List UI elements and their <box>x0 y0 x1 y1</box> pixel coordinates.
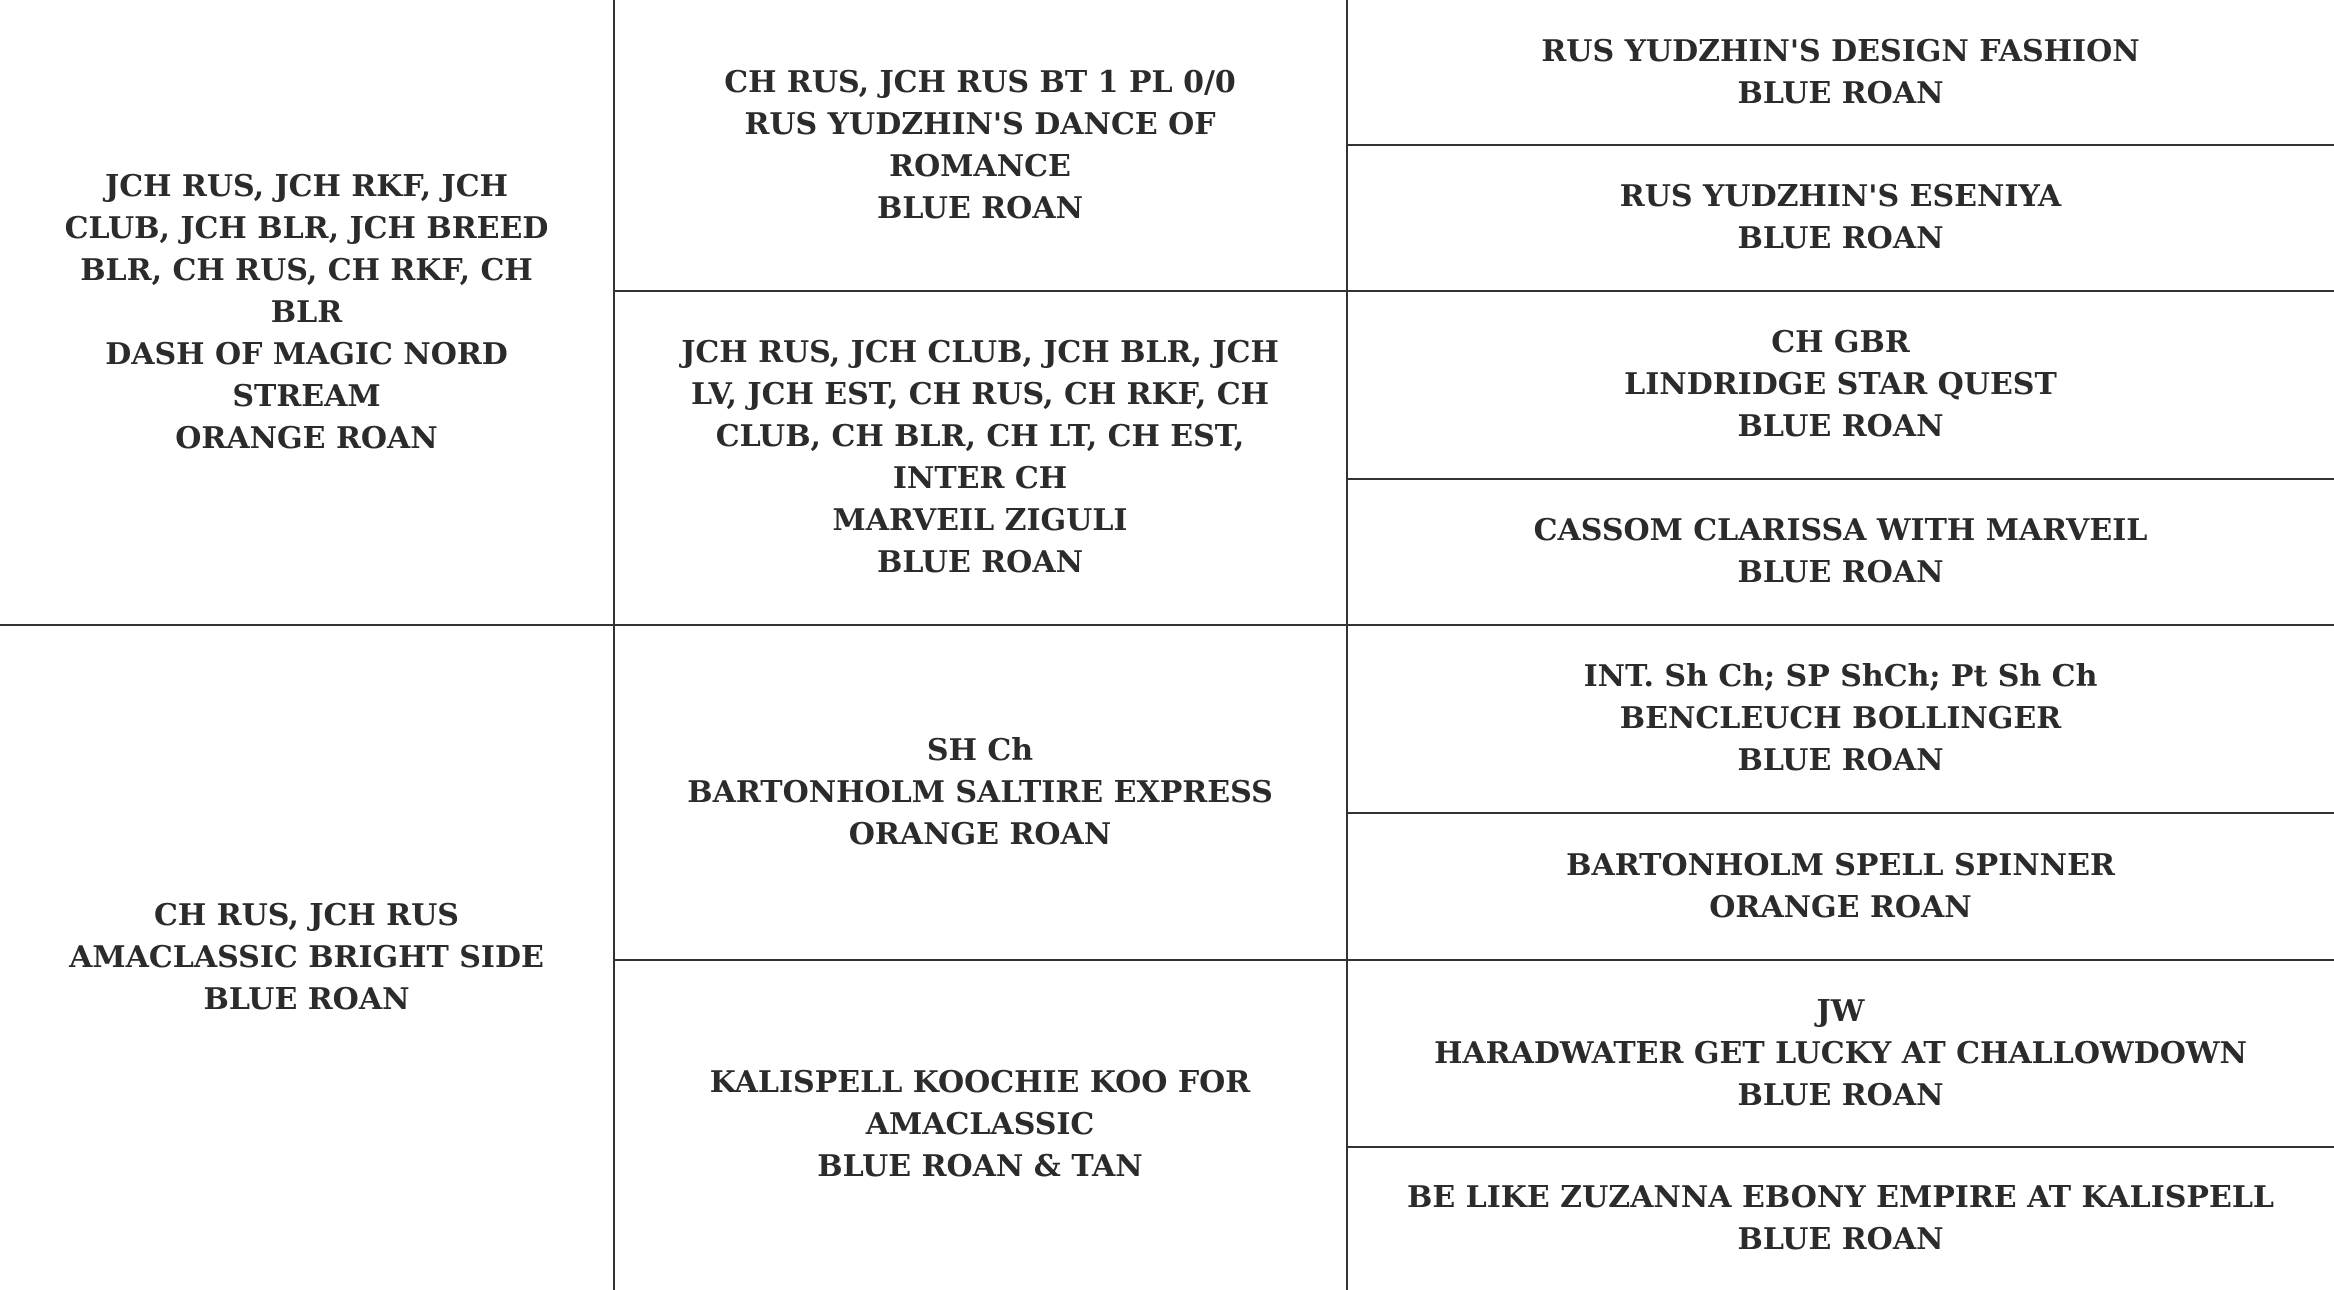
pedigree-sire <box>0 0 613 625</box>
dog-color: BLUE ROAN & TAN <box>817 1149 1143 1184</box>
dog-name: AMACLASSIC BRIGHT SIDE <box>69 939 544 975</box>
dog-color: ORANGE ROAN <box>1709 889 1972 925</box>
dog-titles: CH GBR <box>1771 325 1910 360</box>
divider-horizontal-gen3-1 <box>1347 144 2334 146</box>
dog-color: ORANGE ROAN <box>848 816 1112 852</box>
divider-horizontal-gen2-top <box>613 290 2334 292</box>
pedigree-sire-dam <box>613 291 1347 625</box>
divider-horizontal-mid <box>0 624 2334 626</box>
dog-titles: JCH RUS, JCH RKF, JCH CLUB, JCH BLR, JCH BREED BLR, CH RUS, CH RKF, CH BLR <box>64 168 549 330</box>
dog-color: BLUE ROAN <box>1737 221 1944 256</box>
divider-horizontal-gen3-2 <box>1347 478 2334 480</box>
dog-name: MARVEIL ZIGULI <box>832 503 1128 538</box>
dog-titles: SH Ch <box>926 732 1034 768</box>
dog-color: BLUE ROAN <box>1737 1221 1944 1257</box>
dog-name: RUS YUDZHIN'S DANCE OF ROMANCE <box>744 106 1216 184</box>
dog-color: BLUE ROAN <box>1737 1077 1944 1113</box>
dog-color: BLUE ROAN <box>1737 409 1944 444</box>
pedigree-sire-dam-dam <box>1347 479 2334 625</box>
dog-color: BLUE ROAN <box>1737 555 1944 590</box>
dog-name: DASH OF MAGIC NORD STREAM <box>105 336 508 414</box>
divider-horizontal-gen3-4 <box>1347 1146 2334 1148</box>
pedigree-sire-sire-dam <box>1347 145 2334 291</box>
divider-vertical-2 <box>1346 0 1348 1290</box>
dog-name: BENCLEUCH BOLLINGER <box>1619 701 2062 736</box>
dog-titles: JCH RUS, JCH CLUB, JCH BLR, JCH LV, JCH EST, CH RUS, CH RKF, CH CLUB, CH BLR, CH LT, CH EST, INTER CH <box>681 335 1279 496</box>
dog-name: CASSOM CLARISSA WITH MARVEIL <box>1533 513 2148 548</box>
dog-name: LINDRIDGE STAR QUEST <box>1624 367 2057 402</box>
pedigree-sire-dam-sire <box>1347 291 2334 479</box>
dog-name: RUS YUDZHIN'S ESENIYA <box>1619 179 2062 214</box>
dog-name: BARTONHOLM SALTIRE EXPRESS <box>687 774 1273 810</box>
divider-horizontal-gen3-3 <box>1347 812 2334 814</box>
pedigree-sire-sire-sire <box>1347 0 2334 145</box>
dog-color: BLUE ROAN <box>1737 75 1944 111</box>
dog-color: BLUE ROAN <box>876 545 1084 580</box>
pedigree-dam-dam <box>613 960 1347 1290</box>
dog-titles: JW <box>1816 993 1865 1029</box>
dog-titles: INT. Sh Ch; SP ShCh; Pt Sh Ch <box>1583 659 2098 694</box>
dog-titles: CH RUS, JCH RUS <box>154 897 459 933</box>
divider-horizontal-gen2-bottom <box>613 959 2334 961</box>
pedigree-dam-sire <box>613 625 1347 960</box>
dog-color: BLUE ROAN <box>876 190 1084 226</box>
divider-vertical-1 <box>613 0 615 1290</box>
pedigree-dam-dam-dam <box>1347 1147 2334 1290</box>
dog-color: BLUE ROAN <box>1737 743 1944 778</box>
dog-name: BARTONHOLM SPELL SPINNER <box>1566 847 2115 883</box>
pedigree-dam <box>0 625 613 1290</box>
dog-name: KALISPELL KOOCHIE KOO FOR AMACLASSIC <box>709 1065 1251 1142</box>
pedigree-sire-sire <box>613 0 1347 291</box>
dog-name: BE LIKE ZUZANNA EBONY EMPIRE AT KALISPELL <box>1406 1179 2275 1215</box>
pedigree-dam-sire-dam <box>1347 813 2334 960</box>
dog-color: ORANGE ROAN <box>175 420 438 456</box>
dog-titles: CH RUS, JCH RUS BT 1 PL 0/0 <box>724 64 1236 100</box>
dog-name: RUS YUDZHIN'S DESIGN FASHION <box>1541 33 2140 69</box>
dog-name: HARADWATER GET LUCKY AT CHALLOWDOWN <box>1434 1035 2247 1071</box>
dog-color: BLUE ROAN <box>203 981 410 1017</box>
pedigree-dam-sire-sire <box>1347 625 2334 813</box>
pedigree-dam-dam-sire <box>1347 960 2334 1147</box>
